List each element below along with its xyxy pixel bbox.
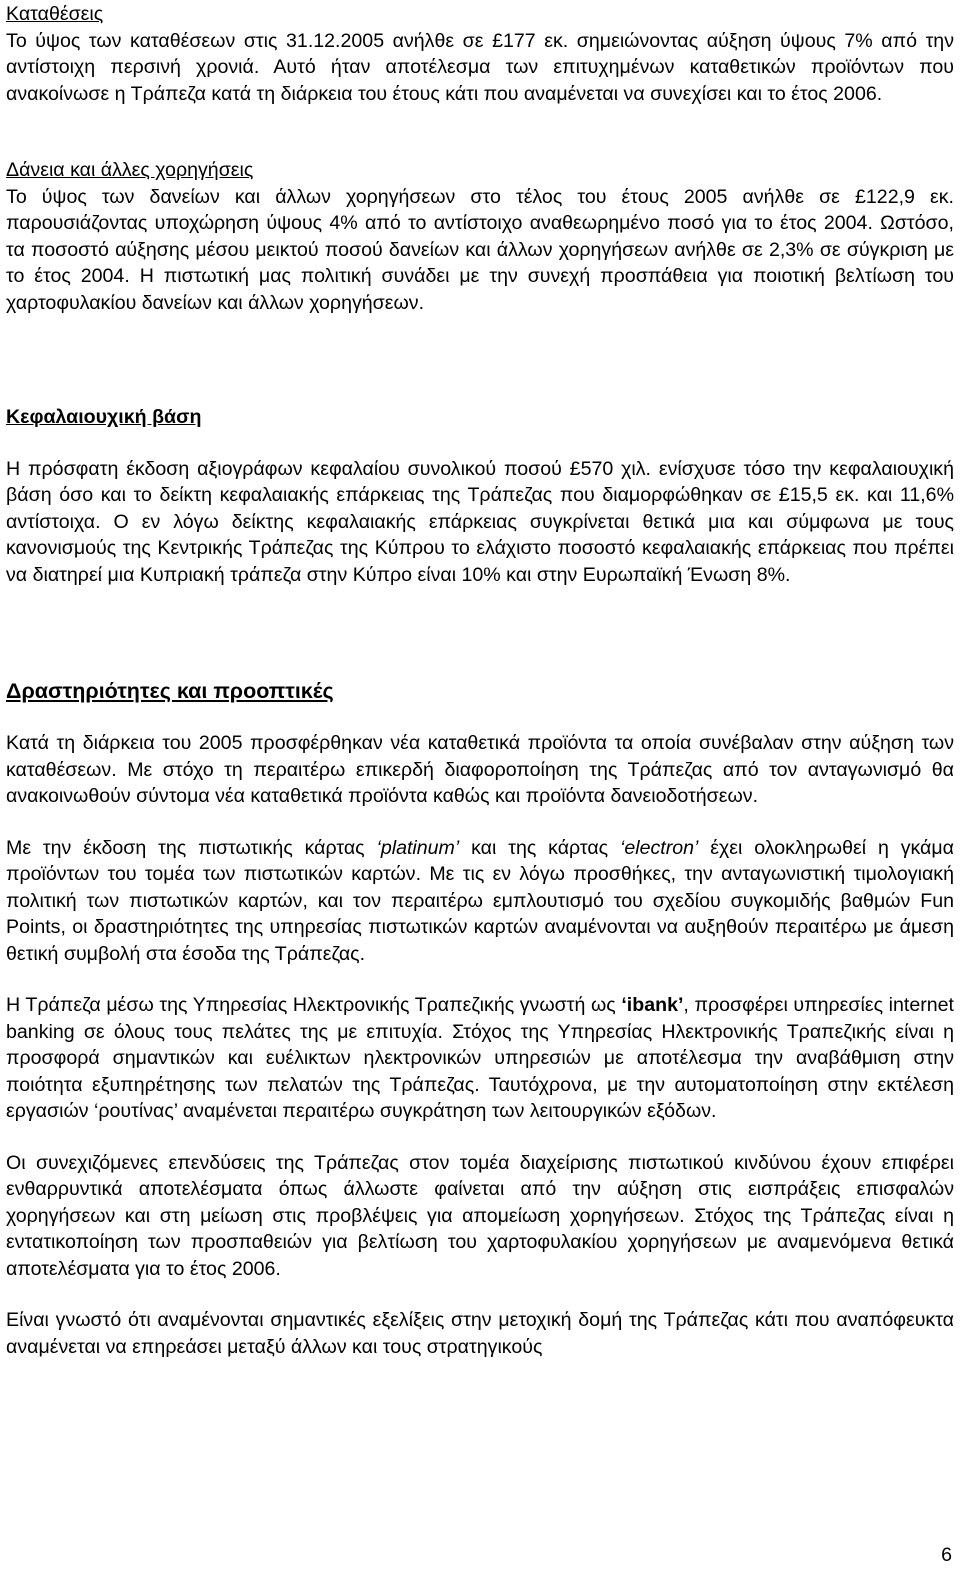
ibank-name: ‘ibank’	[621, 994, 684, 1016]
activities-paragraph-3	[6, 992, 954, 1125]
capital-heading: Κεφαλαιουχική βάση	[6, 406, 202, 428]
activities-section	[6, 677, 954, 1360]
loans-heading: Δάνεια και άλλες χορηγήσεις	[6, 159, 254, 181]
cards-text-c: έχει ολοκληρωθεί η γκάμα προϊόντων του τομέα των πιστωτικών καρτών. Με τις εν λόγω προσθήκες, την ανταγωνιστική τιμολογιακή πολιτική των πιστωτικών καρτών, και τον περαιτέρω εμπλουτισμό του σχεδίου συγκομιδής βαθμών Fun Points, οι δραστηριότητες της υπηρεσίας πιστωτικών καρτών αναμένονται να αυξηθούν περαιτέρω με άμεση θετική συμβολή στα έσοδα της Τράπεζας.	[6, 836, 954, 965]
activities-heading: Δραστηριότητες και προοπτικές	[6, 679, 334, 703]
activities-paragraph-1: Κατά τη διάρκεια του 2005 προσφέρθηκαν νέα καταθετικά προϊόντα τα οποία συνέβαλαν στην αύξηση των καταθέσεων. Με στόχο τη περαιτέρω επικερδή διαφοροποίηση της Τράπεζας από τον ανταγωνισμό θα ανακοινωθούν σύντομα νέα καταθετικά προϊόντα καθώς και προϊόντα δανειοδοτήσεων.	[6, 732, 954, 807]
activities-paragraph-4: Οι συνεχιζόμενες επενδύσεις της Τράπεζας στον τομέα διαχείρισης πιστωτικού κινδύνου έχουν επιφέρει ενθαρρυντικά αποτελέσματα όπως άλλωστε φαίνεται από την αύξηση στις εισπράξεις επισφαλών χορηγήσεων και στη μείωση στις προβλέψεις για απομείωση χορηγήσεων. Στόχος της Τράπεζας είναι η εντατικοποίηση των προσπαθειών για βελτίωση του χαρτοφυλακίου χορηγήσεων με αναμενόμενα θετικά αποτελέσματα για το έτος 2006.	[6, 1151, 954, 1280]
page-number: 6	[941, 1544, 952, 1566]
cards-text-a: Με την έκδοση της πιστωτικής κάρτας	[6, 836, 377, 859]
activities-paragraph-2	[6, 835, 954, 968]
ibank-text-b: , προσφέρει υπηρεσίες internet banking σε όλους τους πελάτες της με επιτυχία. Στόχος της Υπηρεσίας Ηλεκτρονικής Τραπεζικής είναι η προσφορά σημαντικών και ευέλικτων ηλεκτρονικών υπηρεσιών με αποτέλεσμα την αναβάθμιση στην ποιότητα εξυπηρέτησης των πελατών της Τράπεζας. Ταυτόχρονα, με την αυτοματοποίηση στην εκτέλεση εργασιών ‘ρουτίνας’ αναμένεται περαιτέρω συγκράτηση των λειτουργικών εξόδων.	[6, 994, 954, 1122]
loans-paragraph: Το ύψος των δανείων και άλλων χορηγήσεων στο τέλος του έτους 2005 ανήλθε σε £122,9 εκ. παρουσιάζοντας υποχώρηση ύψους 4% από το αντίστοιχο αναθεωρημένο ποσό για το έτος 2004. Ωστόσο, τα ποσοστό αύξησης μέσου μεικτού ποσού δανείων και άλλων χορηγήσεων ανήλθε σε 2,3% σε σύγκριση με το έτος 2004. Η πιστωτική μας πολιτική συνάδει με την συνεχή προσπάθεια για ποιοτική βελτίωση του χαρτοφυλακίου δανείων και άλλων χορηγήσεων.	[6, 185, 954, 314]
deposits-paragraph: Το ύψος των καταθέσεων στις 31.12.2005 ανήλθε σε £177 εκ. σημειώνοντας αύξηση ύψους 7% από την αντίστοιχη περσινή χρονιά. Αυτό ήταν αποτέλεσμα των επιτυχημένων καταθετικών προϊόντων που ανακοίνωσε η Τράπεζα κατά τη διάρκεια του έτους κάτι που αναμένεται να συνεχίσει και το έτος 2006.	[6, 29, 954, 105]
cards-text-b: και της κάρτας	[459, 836, 620, 859]
capital-paragraph: Η πρόσφατη έκδοση αξιογράφων κεφαλαίου συνολικού ποσού £570 χιλ. ενίσχυσε τόσο την κεφαλαιουχική βάση όσο και το δείκτη κεφαλαιακής επάρκειας της Τράπεζας που διαμορφώθηκαν σε £15,5 εκ. και 11,6% αντίστοιχα. Ο εν λόγω δείκτης κεφαλαιακής επάρκειας συγκρίνεται θετικά μια και σύμφωνα με τους κανονισμούς της Κεντρικής Τράπεζας της Κύπρου το ελάχιστο ποσοστό κεφαλαιακής επάρκειας που πρέπει να διατηρεί μια Κυπριακή τράπεζα στην Κύπρο είναι 10% και στην Ευρωπαϊκή Ένωση 8%.	[6, 457, 954, 586]
capital-section	[6, 404, 954, 588]
activities-paragraph-5: Είναι γνωστό ότι αναμένονται σημαντικές εξελίξεις στην μετοχική δομή της Τράπεζας κάτι που αναπόφευκτα αναμένεται να επηρεάσει μεταξύ άλλων και τους στρατηγικούς	[6, 1309, 954, 1358]
platinum-card-name: ‘platinum’	[376, 836, 460, 859]
electron-card-name: ‘electron’	[620, 836, 699, 859]
deposits-heading: Καταθέσεις	[6, 3, 104, 25]
loans-section	[6, 157, 954, 316]
deposits-section	[6, 1, 954, 107]
ibank-text-a: Η Τράπεζα μέσω της Υπηρεσίας Ηλεκτρονικής Τραπεζικής γνωστή ως	[6, 994, 622, 1016]
